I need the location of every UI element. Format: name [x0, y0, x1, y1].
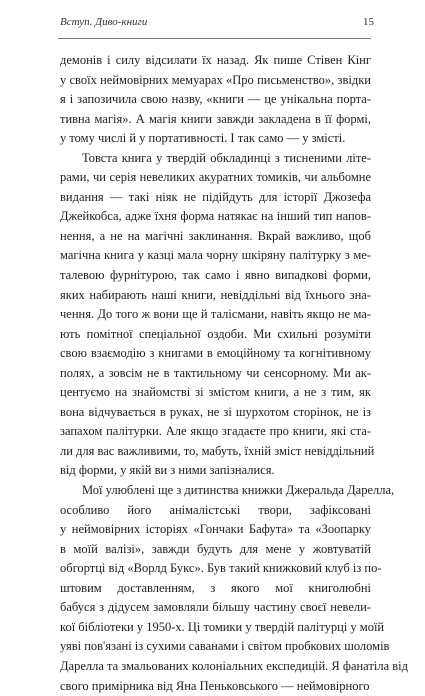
text-line: у своїх неймовірних мемуарах «Про письменство», звідки: [60, 71, 371, 91]
text-line: Джейкобса, адже їхня форма натякає на інший тип напов-: [60, 207, 371, 227]
text-line: Мої улюблені ще з дитинства книжки Джеральда Дарелла,: [60, 481, 371, 501]
text-line: кої бібліотеки у 1950-х. Ці томики у твердій палітурці у моїй: [60, 618, 371, 638]
page-number: 15: [363, 16, 374, 28]
text-line: від форми, у якій ви з ними запізналися.: [60, 461, 371, 481]
running-title: Вступ. Диво-книги: [60, 16, 147, 28]
body-text: [60, 51, 371, 696]
text-line: видання — такі ніяк не підійдуть для історії Джозефа: [60, 188, 371, 208]
text-line: свою взаємодію з книгами в емоційному та когнітивному: [60, 344, 371, 364]
text-line: талевою фурнітурою, так само і явно випадкові форми,: [60, 266, 371, 286]
text-line: запахом палітурки. Але якщо згадаєте про книги, які ста-: [60, 422, 371, 442]
text-line: магічна книга у казці мала чорну шкіряну палітурку з ме-: [60, 246, 371, 266]
text-line: чення. До того ж вони ще й талісмани, навіть якщо не ма-: [60, 305, 371, 325]
text-line: обгортці від «Ворлд Букс». Був такий книжковий клуб із по-: [60, 559, 371, 579]
text-line: центуємо на знайомстві зі змістом книги, а не з тим, як: [60, 383, 371, 403]
paragraph: [60, 149, 371, 481]
text-line: нення, а не на магічні заклинання. Вкрай важливо, щоб: [60, 227, 371, 247]
text-line: у неймовірних історіях «Гончаки Бафута» та «Зоопарку: [60, 520, 371, 540]
text-line: особливо його анімалістські твори, зафіксовані: [60, 501, 371, 521]
text-line: полях, а зовсім не в тактильному чи сенсорному. Ми ак-: [60, 364, 371, 384]
text-line: бабуся з дідусем замовляли більшу частину своєї невели-: [60, 598, 371, 618]
text-line: Товста книга у твердій обкладинці з тисненими літе-: [60, 149, 371, 169]
text-line: ють помітної спеціальної оздоби. Ми схильні розуміти: [60, 325, 371, 345]
paragraph: [60, 51, 371, 149]
text-line: в моїй валізі», завжди будуть для мене у жовтуватій: [60, 540, 371, 560]
text-line: вона відчувається в руках, не зі шурхотом сторінок, не із: [60, 403, 371, 423]
text-line: тивна магія». А магія книги завжди закладена в її формі,: [60, 110, 371, 130]
header-rule: [58, 38, 371, 39]
text-line: рами, чи серія невеликих акуратних томиків, чи альбомне: [60, 168, 371, 188]
text-line: демонів і силу відсилати їх назад. Як пише Стівен Кінг: [60, 51, 371, 71]
text-line: яких набирають наші книги, невіддільні від їхнього зна-: [60, 286, 371, 306]
text-line: свого примірника від Яна Пеньковського — неймовірного: [60, 677, 371, 696]
text-line: Дарелла та змальованих колоніальних експедицій. Я фанатіла від: [60, 657, 371, 677]
paragraph: [60, 481, 371, 696]
text-line: я і запозичила свою назву, «книги — це унікальна порта-: [60, 90, 371, 110]
text-line: у тому числі й у портативності. І так само — у змісті.: [60, 129, 371, 149]
text-line: уяві пов'язані із сухими саванами і світом пробкових шоломів: [60, 637, 371, 657]
text-line: штовим доставленням, з якого мої книголюбні: [60, 579, 371, 599]
text-line: ли для вас важливими, то, мабуть, їхній зміст невіддільний: [60, 442, 371, 462]
